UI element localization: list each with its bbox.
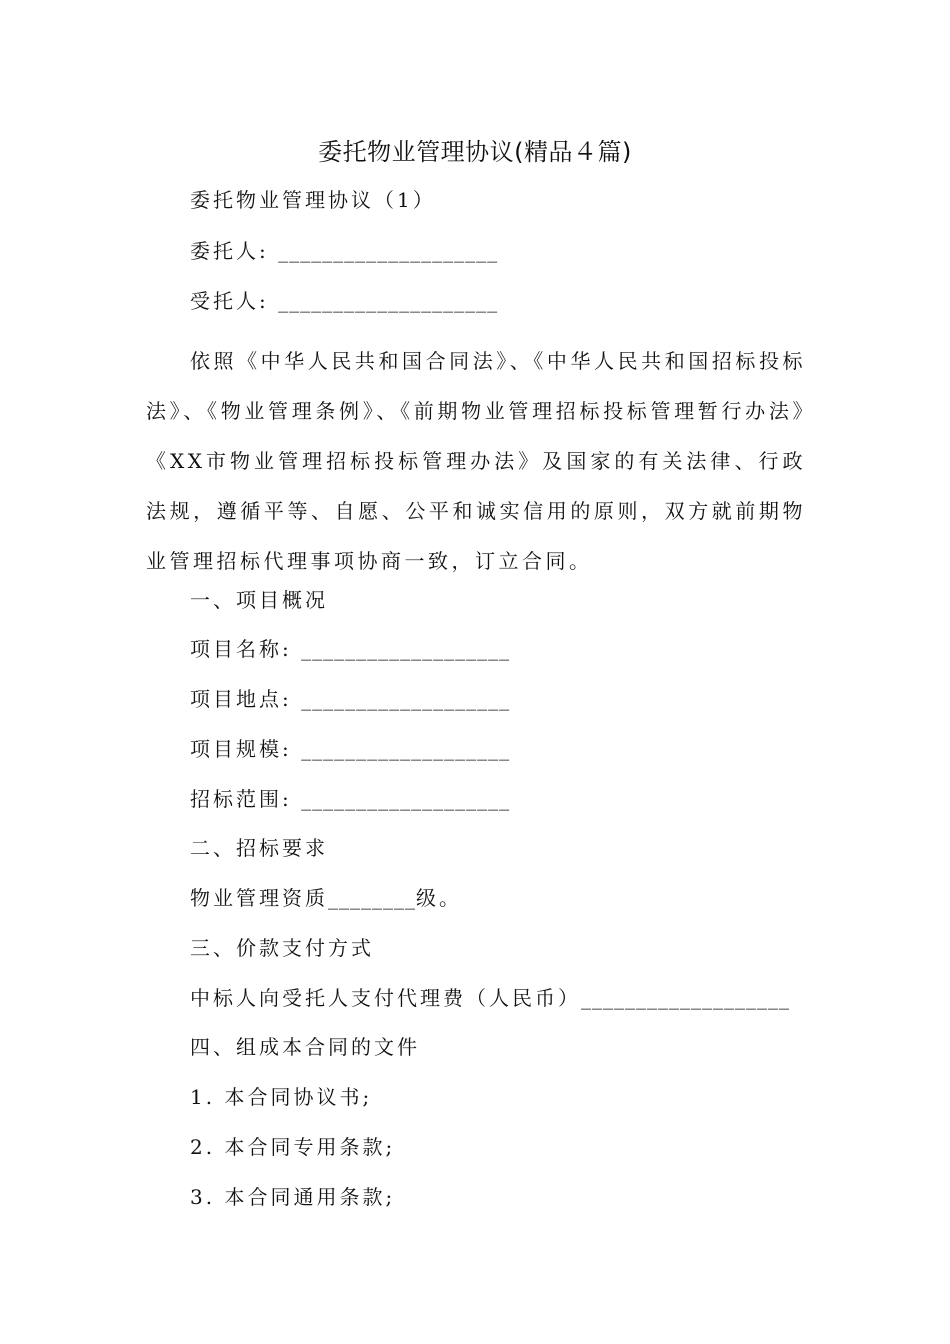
tender-scope-blank: ___________________ — [301, 787, 511, 811]
intro-paragraph: 依照《中华人民共和国合同法》、《中华人民共和国招标投标法》、《物业管理条例》、《前期物业管理招标投标管理暂行办法》《XX市物业管理招标投标管理办法》及国家的有关法律、行政法规，遵循平等、自愿、公平和诚实信用的原则，双方就前期物业管理招标代理事项协商一致，订立合同。 — [146, 349, 806, 573]
project-scale-label: 项目规模: — [190, 737, 292, 761]
tender-scope-label: 招标范围: — [190, 787, 292, 811]
payment-line — [190, 983, 790, 1013]
project-location-blank: ___________________ — [301, 687, 511, 711]
project-name-blank: ___________________ — [301, 637, 511, 661]
document-item-1: 1. 本合同协议书; — [190, 1085, 373, 1109]
qualification-line — [190, 883, 462, 913]
tender-scope-line — [190, 784, 510, 814]
document-item-2: 2. 本合同专用条款; — [190, 1135, 396, 1159]
section-3-heading: 三、价款支付方式 — [190, 936, 374, 960]
client-label: 委托人: — [190, 239, 269, 263]
project-location-label: 项目地点: — [190, 687, 292, 711]
client-line — [190, 236, 498, 266]
payment-text: 中标人向受托人支付代理费（人民币） — [190, 986, 581, 1010]
qualification-suffix: 级。 — [416, 886, 462, 910]
document-title: 委托物业管理协议(精品４篇) — [318, 138, 632, 166]
document-item-3: 3. 本合同通用条款; — [190, 1185, 396, 1209]
agent-line — [190, 286, 498, 316]
section-4-heading: 四、组成本合同的文件 — [190, 1035, 420, 1059]
agent-blank: ____________________ — [278, 289, 499, 313]
agent-label: 受托人: — [190, 289, 269, 313]
section-2-heading: 二、招标要求 — [190, 836, 328, 860]
project-location-line — [190, 684, 510, 714]
qualification-blank: ________ — [328, 886, 416, 910]
section-1-heading: 一、项目概况 — [190, 588, 328, 612]
project-scale-line — [190, 734, 510, 764]
project-scale-blank: ___________________ — [301, 737, 511, 761]
project-name-label: 项目名称: — [190, 637, 292, 661]
agreement-subtitle: 委托物业管理协议（1） — [190, 188, 436, 212]
client-blank: ____________________ — [278, 239, 499, 263]
project-name-line — [190, 634, 510, 664]
payment-blank: ___________________ — [581, 986, 790, 1010]
qualification-prefix: 物业管理资质 — [190, 886, 328, 910]
